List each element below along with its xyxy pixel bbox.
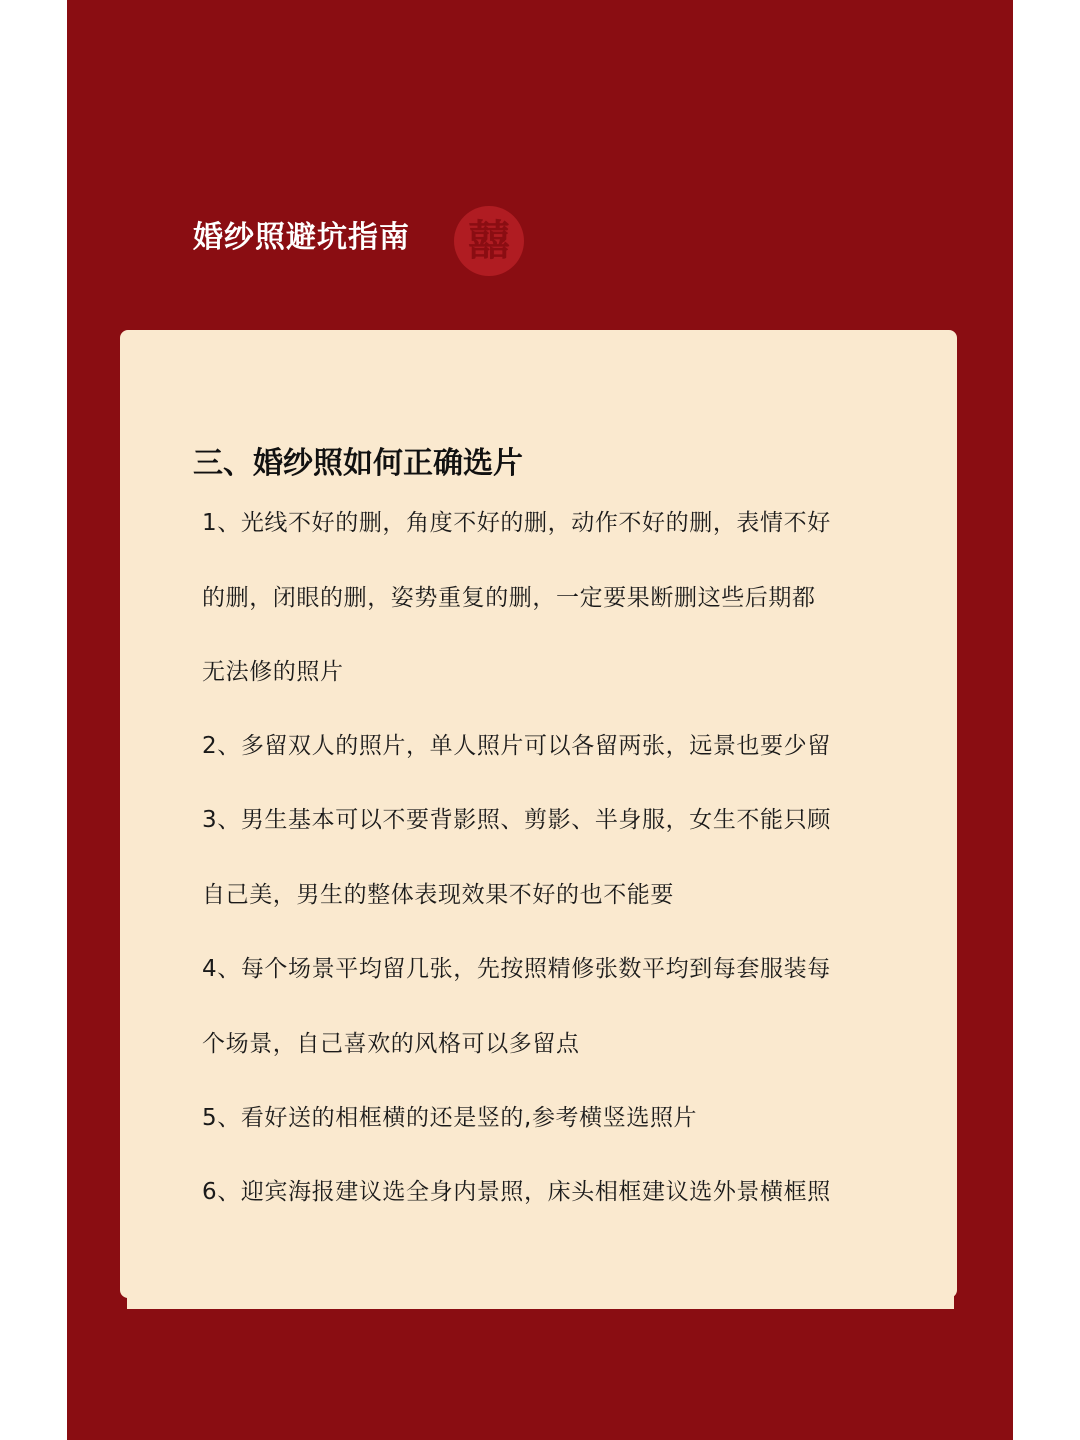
card-bottom-strip [127,1290,954,1309]
tip-line: 的删，闭眼的删，姿势重复的删，一定要果断删这些后期都 [202,585,816,611]
section-heading: 三、婚纱照如何正确选片 [193,446,523,481]
emblem-glyph: 囍 [467,216,511,265]
tip-line: 2、多留双人的照片，单人照片可以各留两张，远景也要少留 [202,733,831,759]
page-title: 婚纱照避坑指南 [193,220,410,255]
tip-line: 个场景，自己喜欢的风格可以多留点 [202,1031,580,1057]
double-happiness-icon [452,204,526,278]
tip-line: 4、每个场景平均留几张，先按照精修张数平均到每套服装每 [202,956,831,982]
tip-line: 6、迎宾海报建议选全身内景照，床头相框建议选外景横框照 [202,1179,831,1205]
tip-line: 5、看好送的相框横的还是竖的,参考横竖选照片 [202,1105,698,1131]
tip-line: 3、男生基本可以不要背影照、剪影、半身服，女生不能只顾 [202,807,831,833]
tip-line: 无法修的照片 [202,659,344,685]
tip-line: 自己美，男生的整体表现效果不好的也不能要 [202,882,674,908]
tip-line: 1、光线不好的删，角度不好的删，动作不好的删，表情不好 [202,510,831,536]
